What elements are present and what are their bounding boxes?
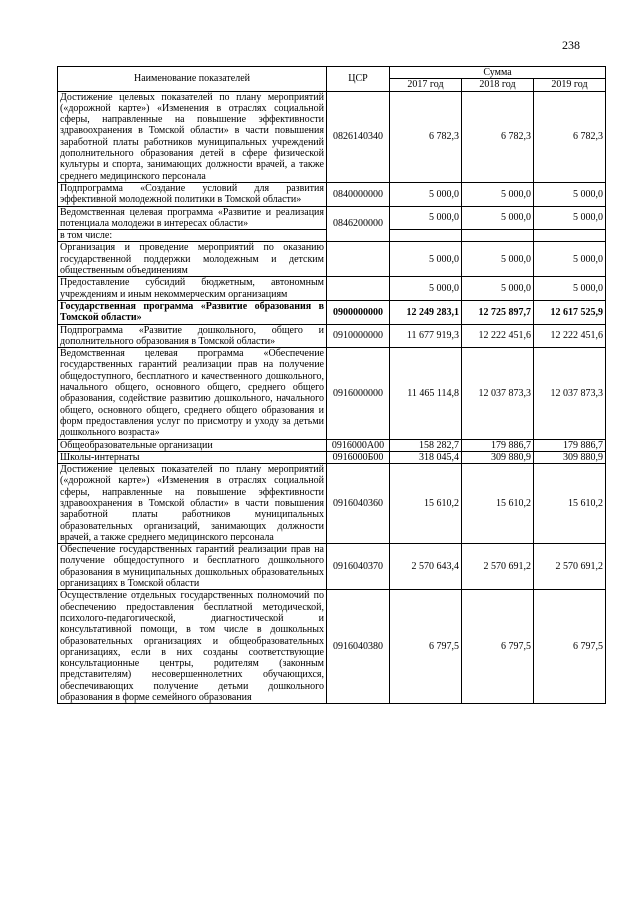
row-value-2018: 6 797,5 (462, 590, 534, 704)
row-value-2017: 12 249 283,1 (390, 300, 462, 324)
row-code: 0916040370 (327, 544, 390, 590)
row-name: Общеобразовательные организации (58, 439, 327, 451)
row-name: в том числе: (58, 230, 327, 242)
row-value-2019: 5 000,0 (534, 277, 606, 301)
budget-table (57, 66, 606, 704)
row-value-2018: 5 000,0 (462, 242, 534, 277)
row-name: Организация и проведение мероприятий по оказанию государственной поддержки молодежным и детским общественным объединениям (58, 242, 327, 277)
row-value-2017: 5 000,0 (390, 242, 462, 277)
row-code: 0916040380 (327, 590, 390, 704)
row-value-2018: 179 886,7 (462, 439, 534, 451)
header-year-2019: 2019 год (534, 79, 606, 91)
row-value-2017: 15 610,2 (390, 464, 462, 544)
row-value-2019: 6 782,3 (534, 91, 606, 182)
row-value-2017: 6 782,3 (390, 91, 462, 182)
row-value-2018: 12 725 897,7 (462, 300, 534, 324)
row-value-2019: 309 880,9 (534, 451, 606, 463)
row-name: Предоставление субсидий бюджетным, автономным учреждениям и иным некоммерческим организациям (58, 277, 327, 301)
table-row (58, 300, 606, 324)
row-code: 0840000000 (327, 182, 390, 206)
row-value-2018: 12 037 873,3 (462, 348, 534, 439)
row-value-2017: 2 570 643,4 (390, 544, 462, 590)
table-header-row (58, 67, 606, 79)
row-value-2018: 5 000,0 (462, 206, 534, 230)
row-value-2019: 5 000,0 (534, 206, 606, 230)
row-code: 0900000000 (327, 300, 390, 324)
row-value-2018: 309 880,9 (462, 451, 534, 463)
row-name: Достижение целевых показателей по плану мероприятий («дорожной карте») «Изменения в отраслях социальной сферы, направленные на повышение эффективности здравоохранения в Томской области» в части повышения заработной платы работников муниципальных учреждений дополнительного образования детей в сфере физической культуры и спорта, занимающих должности врачей, а также среднего медицинского персонала (58, 91, 327, 182)
table-row (58, 206, 606, 230)
header-code: ЦСР (327, 67, 390, 92)
row-name: Подпрограмма «Создание условий для развития эффективной молодежной политики в Томской области» (58, 182, 327, 206)
row-value-2018: 5 000,0 (462, 182, 534, 206)
row-value-2017: 5 000,0 (390, 182, 462, 206)
row-value-2019: 12 617 525,9 (534, 300, 606, 324)
row-value-2018: 5 000,0 (462, 277, 534, 301)
row-code: 0916000Б00 (327, 451, 390, 463)
row-name: Достижение целевых показателей по плану мероприятий («дорожной карте») «Изменения в отраслях социальной сферы, направленные на повышение эффективности здравоохранения в Томской области» в части повышения заработной платы работников муниципальных образовательных организаций, занимающих должности врачей, а также среднего медицинского персонала (58, 464, 327, 544)
row-value-2017: 11 677 919,3 (390, 324, 462, 348)
row-value-2017 (390, 230, 462, 242)
row-value-2017: 11 465 114,8 (390, 348, 462, 439)
row-name: Государственная программа «Развитие образования в Томской области» (58, 300, 327, 324)
row-value-2017: 5 000,0 (390, 277, 462, 301)
row-name: Ведомственная целевая программа «Обеспечение государственных гарантий реализации прав на получение общедоступного, бесплатного и качественного дошкольного, начального общего, основного общего, среднего общего образования, содействие развитию дошкольного, начального общего, основного общего, среднего общего образования и форм предоставления услуг по присмотру и уходу за детьми дошкольного возраста» (58, 348, 327, 439)
row-value-2017: 6 797,5 (390, 590, 462, 704)
row-code: 0910000000 (327, 324, 390, 348)
row-code: 0846200000 (327, 206, 390, 242)
row-value-2019: 179 886,7 (534, 439, 606, 451)
row-value-2018: 12 222 451,6 (462, 324, 534, 348)
row-value-2019: 2 570 691,2 (534, 544, 606, 590)
header-year-2017: 2017 год (390, 79, 462, 91)
row-value-2017: 158 282,7 (390, 439, 462, 451)
table-row (58, 439, 606, 451)
header-year-2018: 2018 год (462, 79, 534, 91)
row-code: 0916000000 (327, 348, 390, 439)
row-name: Обеспечение государственных гарантий реализации прав на получение общедоступного и бесплатного дошкольного образования в муниципальных дошкольных образовательных организациях в Томской области (58, 544, 327, 590)
row-value-2018 (462, 230, 534, 242)
row-name: Школы-интернаты (58, 451, 327, 463)
table-row (58, 544, 606, 590)
row-value-2017: 5 000,0 (390, 206, 462, 230)
table-row (58, 464, 606, 544)
row-name: Подпрограмма «Развитие дошкольного, общего и дополнительного образования в Томской области» (58, 324, 327, 348)
table-row (58, 242, 606, 277)
table-row (58, 277, 606, 301)
row-value-2019: 6 797,5 (534, 590, 606, 704)
row-value-2019: 5 000,0 (534, 182, 606, 206)
row-code: 0916000А00 (327, 439, 390, 451)
table-row (58, 451, 606, 463)
row-code: 0916040360 (327, 464, 390, 544)
row-value-2019 (534, 230, 606, 242)
table-row (58, 182, 606, 206)
row-name: Ведомственная целевая программа «Развитие и реализация потенциала молодежи в интересах области» (58, 206, 327, 230)
row-value-2019: 12 222 451,6 (534, 324, 606, 348)
row-code: 0826140340 (327, 91, 390, 182)
row-value-2019: 12 037 873,3 (534, 348, 606, 439)
row-code (327, 277, 390, 301)
table-row (58, 348, 606, 439)
page-number: 238 (562, 38, 580, 52)
row-value-2018: 2 570 691,2 (462, 544, 534, 590)
row-value-2018: 15 610,2 (462, 464, 534, 544)
row-name: Осуществление отдельных государственных полномочий по обеспечению предоставления бесплатной методической, психолого-педагогической, диагностической и консультативной помощи, в том числе в дошкольных образовательных организациях и общеобразовательных организациях, если в них созданы соответствующие консультационные центры, родителям (законным представителям) несовершеннолетних обучающихся, обеспечивающих получение детьми дошкольного образования в форме семейного образования (58, 590, 327, 704)
header-sum: Сумма (390, 67, 606, 79)
table-row (58, 91, 606, 182)
row-value-2017: 318 045,4 (390, 451, 462, 463)
table-row (58, 324, 606, 348)
row-value-2019: 15 610,2 (534, 464, 606, 544)
header-name: Наименование показателей (58, 67, 327, 92)
row-code (327, 242, 390, 277)
row-value-2019: 5 000,0 (534, 242, 606, 277)
table-row (58, 590, 606, 704)
row-value-2018: 6 782,3 (462, 91, 534, 182)
